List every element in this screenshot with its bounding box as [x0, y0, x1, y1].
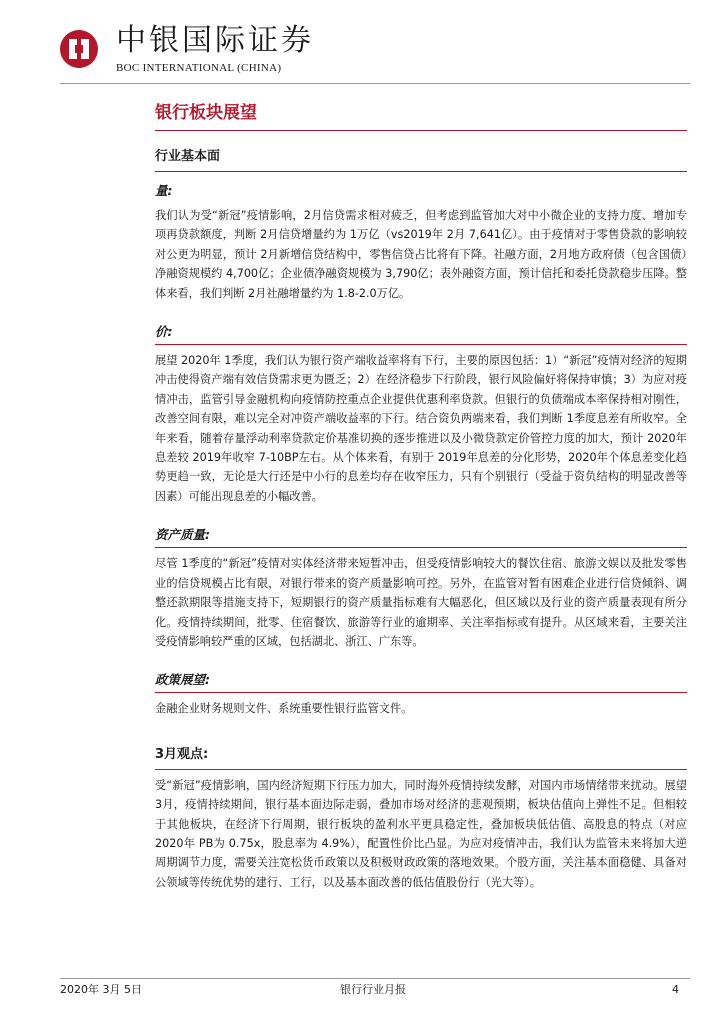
asset-quality-paragraph: 尽管 1季度的“新冠”疫情对实体经济带来短暂冲击，但受疫情影响较大的餐饮住宿、旅游文娱以及批发零售业的信贷规模占比有限，对银行带来的资产质量影响可控。另外，在监管对暂有困难企业进行信贷倾斜、调整还款期限等措施支持下，短期银行的资产质量指标难有大幅恶化，但区域以及行业的资产质量表现有所分化。疫情持续期间，批零、住宿餐饮、旅游等行业的逾期率、关注率指标或有提升。从区域来看，主要关注受疫情影响较严重的区域，包括湖北、浙江、广东等。	[155, 557, 687, 648]
brand-name-english: BOC INTERNATIONAL (CHINA)	[116, 62, 282, 74]
volume-label: 量:	[155, 183, 173, 198]
march-view-heading: 3月观点:	[155, 745, 687, 770]
volume-paragraph: 我们认为受“新冠”疫情影响，2月信贷需求相对疲乏，但考虑到监管加大对中小微企业的支持力度、增加专项再贷款额度，判断 2月信贷增量约为 1万亿（vs2019年 2月 7,641亿）。由于疫情对于零售贷款的影响较对公更为明显，预计 2月新增信贷结构中，零售信贷占比将有下降。社融方面，2月地方政府债（包含国债）净融资规模约 4,700亿；企业债净融资规模为 3,790亿；表外融资方面，预计信托和委托贷款稳步压降。整体来看，我们判断 2月社融增量约为 1.8-2.0万亿。	[155, 209, 687, 300]
policy-label: 政策展望:	[155, 671, 687, 693]
footer-doc-title: 银行行业月报	[340, 983, 406, 996]
asset-quality-label: 资产质量:	[155, 526, 687, 548]
main-content	[155, 98, 687, 892]
brand-name-chinese: 中银国际证券	[116, 23, 314, 58]
title-divider	[155, 130, 687, 131]
price-paragraph: 展望 2020年 1季度，我们认为银行资产端收益率将有下行，主要的原因包括：1）“新冠”疫情对经济的短期冲击使得资产端有效信贷需求更为匮乏；2）在经济稳步下行阶段，银行风险偏好将保持审慎；3）为应对疫情冲击，监管引导金融机构向疫情防控重点企业提供优惠利率贷款。但银行的负债端成本率保持相对刚性，改善空间有限，难以完全对冲资产端收益率的下行。结合资负两端来看，我们判断 1季度息差有所收窄。全年来看，随着存量浮动利率贷款定价基准切换的逐步推进以及小微贷款定价管控力度的加大，预计 2020年息差较 2019年收窄 7-10BP左右。从个体来看，有别于 2019年息差的分化形势，2020年个体息差变化趋势更趋一致，无论是大行还是中小行的息差均存在收窄压力，只有个别银行（受益于资负结构的明显改善等因素）可能出现息差的小幅改善。	[155, 354, 687, 503]
footer-divider	[60, 978, 690, 979]
page-number: 4	[672, 983, 679, 996]
policy-paragraph: 金融企业财务规则文件、系统重要性银行监管文件。	[155, 702, 413, 716]
fundamentals-heading: 行业基本面	[155, 147, 687, 172]
header-divider	[60, 83, 690, 84]
march-view-paragraph: 受“新冠”疫情影响，国内经济短期下行压力加大，同时海外疫情持续发酵，对国内市场情绪带来扰动。展望 3月，疫情持续期间，银行基本面边际走弱，叠加市场对经济的悲观预期，板块估值向上弹性不足。但相较于其他板块，在经济下行周期，银行板块的盈利水平更具稳定性，叠加板块低估值、高股息的特点（对应 2020年 PB为 0.75x，股息率为 4.9%），配置性价比凸显。为应对疫情冲击，我们认为监管未来将加大逆周期调节力度，需要关注宽松货币政策以及积极财政政策的落地效果。个股方面，关注基本面稳健、具备对公领域等传统优势的建行、工行，以及基本面改善的低估值股份行（光大等）。	[155, 778, 687, 889]
boc-logo-icon	[60, 30, 98, 68]
section-title: 银行板块展望	[155, 103, 257, 123]
page-header	[60, 22, 700, 82]
price-label: 价:	[155, 323, 687, 345]
footer-date: 2020年 3月 5日	[60, 983, 142, 996]
